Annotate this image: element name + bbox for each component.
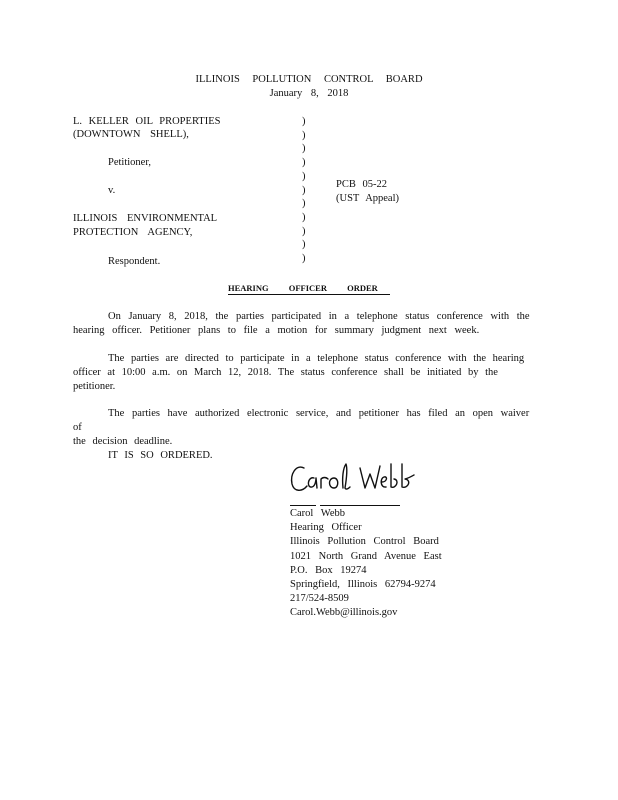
signer-organization: Illinois Pollution Control Board xyxy=(290,536,439,548)
so-ordered: IT IS SO ORDERED. xyxy=(108,450,213,461)
petitioner-name-line2: (DOWNTOWN SHELL), xyxy=(73,129,189,140)
case-number: PCB 05-22 xyxy=(336,179,387,190)
paragraph-3-line-1: The parties have authorized electronic service, and petitioner has filed an open waiver of xyxy=(73,408,530,433)
paragraph-1-line-2: hearing officer. Petitioner plans to file a motion for summary judgment next week. xyxy=(73,325,480,336)
case-type: (UST Appeal) xyxy=(336,193,400,204)
agency-name: ILLINOIS POLLUTION CONTROL BOARD xyxy=(195,74,423,85)
petitioner-role: Petitioner, xyxy=(108,157,152,168)
paragraph-next-conference xyxy=(73,352,535,394)
respondent-name-line2: PROTECTION AGENCY, xyxy=(73,227,193,238)
petitioner-name-line1: L. KELLER OIL PROPERTIES xyxy=(73,116,221,127)
signer-email[interactable]: Carol.Webb@illinois.gov xyxy=(290,607,398,619)
signature-line-long xyxy=(320,505,400,506)
paragraph-conference-held xyxy=(73,310,535,338)
versus-label: v. xyxy=(108,185,116,196)
order-title-underline xyxy=(228,294,390,295)
paragraph-2-line-3: petitioner. xyxy=(73,381,116,392)
caption-parenthesis-column: ) ) ) ) ) ) ) ) ) ) ) xyxy=(302,116,306,265)
address-city: Springfield, Illinois 62794-9274 xyxy=(290,579,436,591)
signer-phone: 217/524-8509 xyxy=(290,593,349,605)
signer-name: Carol Webb xyxy=(290,508,345,519)
respondent-name-line1: ILLINOIS ENVIRONMENTAL xyxy=(73,213,218,224)
paragraph-2-line-2: officer at 10:00 a.m. on March 12, 2018. The status conference shall be initiated by the xyxy=(73,367,498,378)
handwritten-signature xyxy=(288,460,418,500)
address-street: 1021 North Grand Avenue East xyxy=(290,550,442,562)
signature-line-short xyxy=(290,505,316,506)
order-title: HEARING OFFICER ORDER xyxy=(228,283,378,293)
respondent-role: Respondent. xyxy=(108,256,161,267)
address-po-box: P.O. Box 19274 xyxy=(290,564,367,576)
paragraph-waiver xyxy=(73,407,535,449)
paragraph-3-line-2: the decision deadline. xyxy=(73,436,173,447)
signature-block xyxy=(290,507,442,621)
signer-title: Hearing Officer xyxy=(290,522,362,534)
paragraph-1-line-1: On January 8, 2018, the parties participated in a telephone status conference with the xyxy=(108,311,530,322)
order-date: January 8, 2018 xyxy=(269,88,349,99)
paragraph-2-line-1: The parties are directed to participate in a telephone status conference with the hearing xyxy=(108,353,525,364)
